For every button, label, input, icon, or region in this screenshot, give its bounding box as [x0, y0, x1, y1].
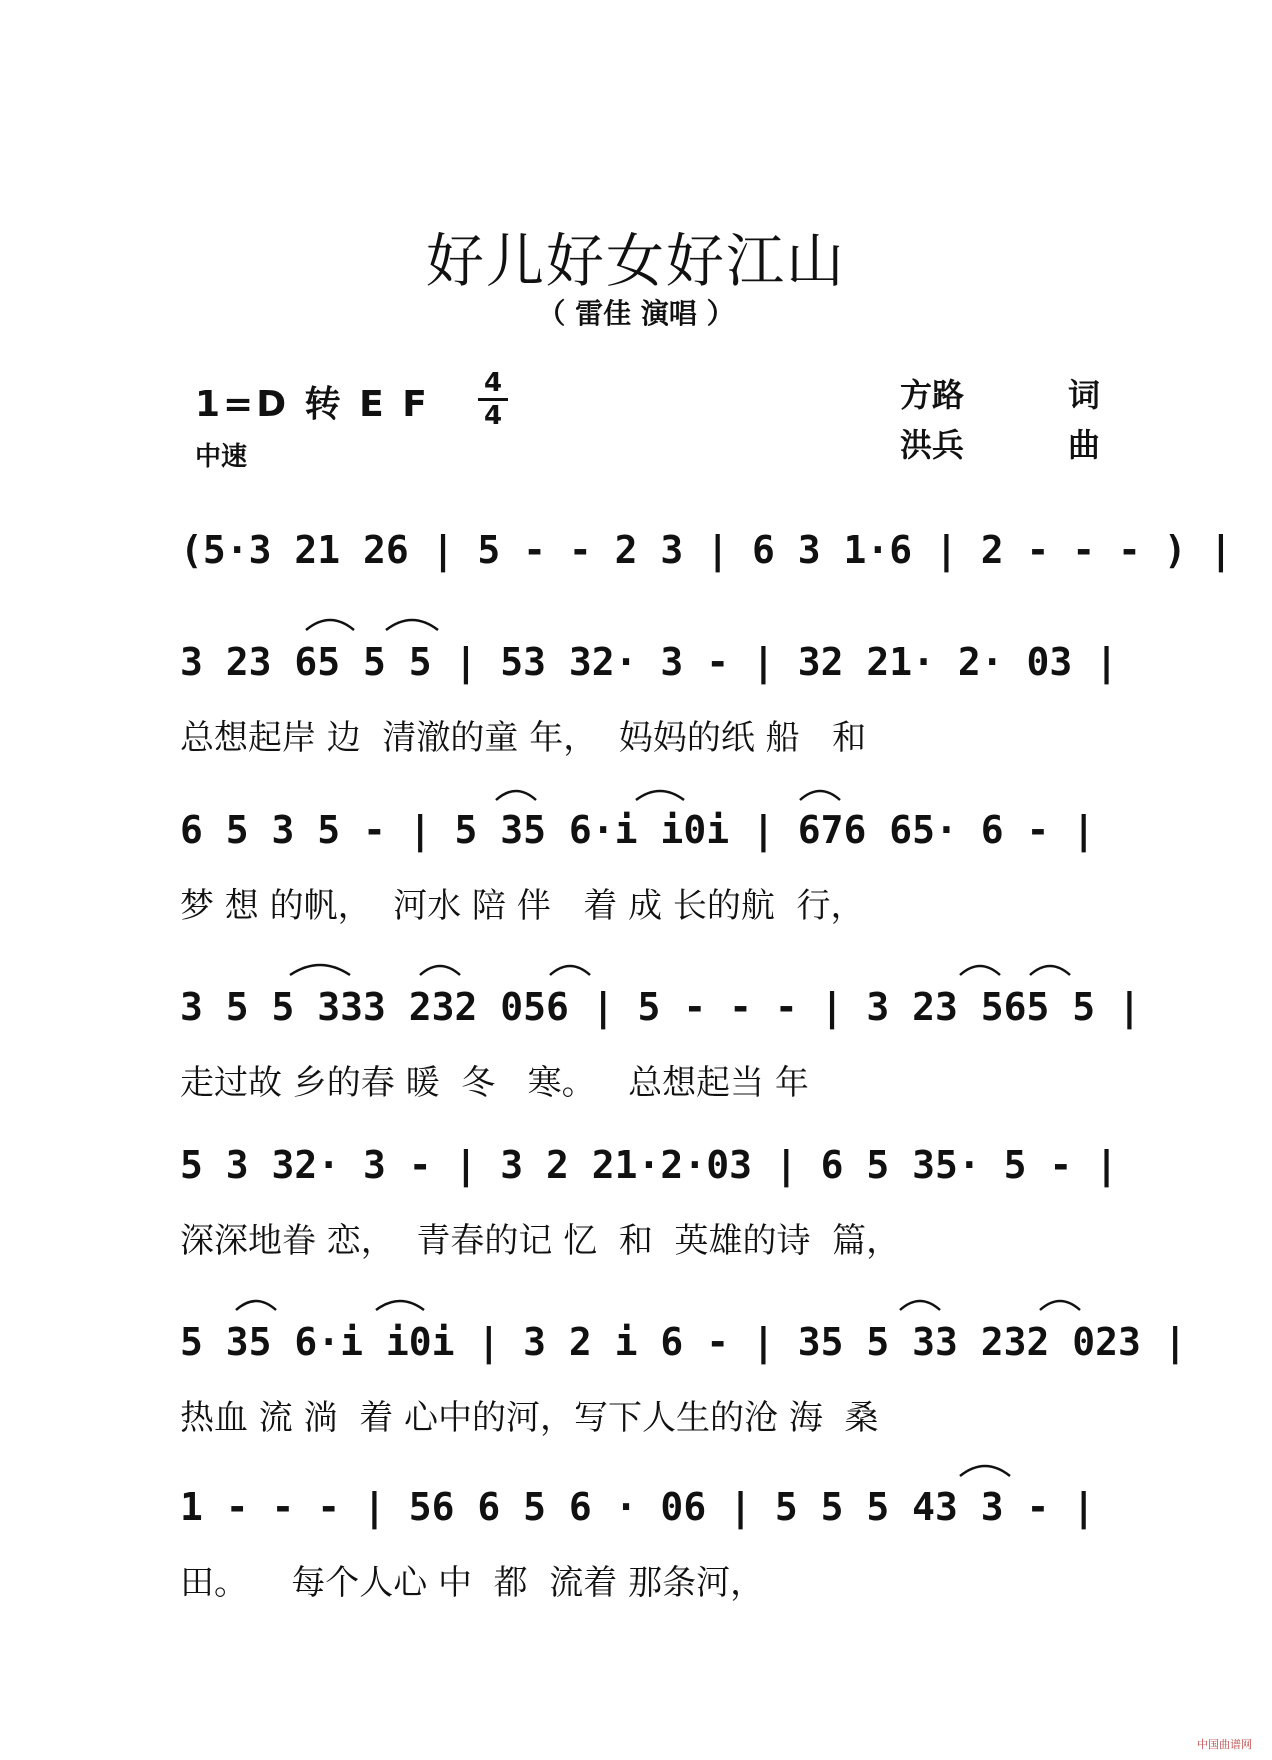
slur-arc [900, 1301, 940, 1310]
lyricist-name: 方路 [900, 376, 965, 414]
time-signature-bottom: 4 [483, 401, 503, 431]
lyrics-line: 梦 想 的帆， 河水 陪 伴 着 成 长的航 行， [180, 886, 865, 926]
key-signature: 1=D 转 E F [195, 384, 430, 425]
lyrics-line: 总想起岸 边 清澈的童 年， 妈妈的纸 船 和 [180, 718, 867, 758]
slur-arc [800, 791, 840, 800]
slur-arc [386, 620, 438, 630]
watermark: 中国曲谱网 [1197, 1738, 1252, 1751]
slur-arc [420, 966, 460, 975]
notation-line: 3 5 5 333 232 056 | 5 - - - | 3 23 565 5 | [180, 985, 1141, 1029]
slur-arc [290, 965, 350, 975]
lyricist-role: 词 [1067, 376, 1100, 414]
slur-arc [550, 966, 590, 975]
composer-role: 曲 [1067, 426, 1100, 464]
slur-arc [376, 1301, 424, 1310]
song-title: 好儿好女好江山 [425, 227, 846, 295]
notation-line: 5 3 32· 3 - | 3 2 21·2·03 | 6 5 35· 5 - | [180, 1143, 1118, 1187]
slur-arc [496, 791, 536, 800]
slur-arc [1030, 966, 1070, 975]
notation-line: (5·3 21 26 | 5 - - 2 3 | 6 3 1·6 | 2 - - - ) | [180, 528, 1233, 572]
tempo-marking: 中速 [195, 442, 248, 472]
notation-line: 1 - - - | 56 6 5 6 · 06 | 5 5 5 43 3 - | [180, 1485, 1096, 1529]
slur-arc [960, 1466, 1010, 1476]
time-signature-top: 4 [483, 368, 503, 398]
lyrics-line: 深深地眷 恋， 青春的记 忆 和 英雄的诗 篇， [180, 1221, 901, 1261]
lyrics-line: 热血 流 淌 着 心中的河，写下人生的沧 海 桑 [180, 1398, 879, 1438]
composer-name: 洪兵 [900, 426, 965, 464]
slur-arc [636, 791, 684, 800]
slur-arc [236, 1301, 276, 1310]
slur-arc [1040, 1301, 1080, 1310]
notation-line: 6 5 3 5 - | 5 35 6·i i0i | 676 65· 6 - | [180, 808, 1096, 852]
lyrics-line: 走过故 乡的春 暖 冬 寒。 总想起当 年 [180, 1063, 809, 1103]
performer-line: （ 雷佳 演唱 ） [537, 297, 735, 330]
notation-line: 3 23 65 5 5 | 53 32· 3 - | 32 21· 2· 03 | [180, 640, 1118, 684]
notation-line: 5 35 6·i i0i | 3 2 i 6 - | 35 5 33 232 023 | [180, 1320, 1187, 1364]
slur-arc [960, 966, 1000, 975]
slur-arc [306, 620, 354, 630]
lyrics-line: 田。 每个人心 中 都 流着 那条河， [180, 1563, 765, 1603]
